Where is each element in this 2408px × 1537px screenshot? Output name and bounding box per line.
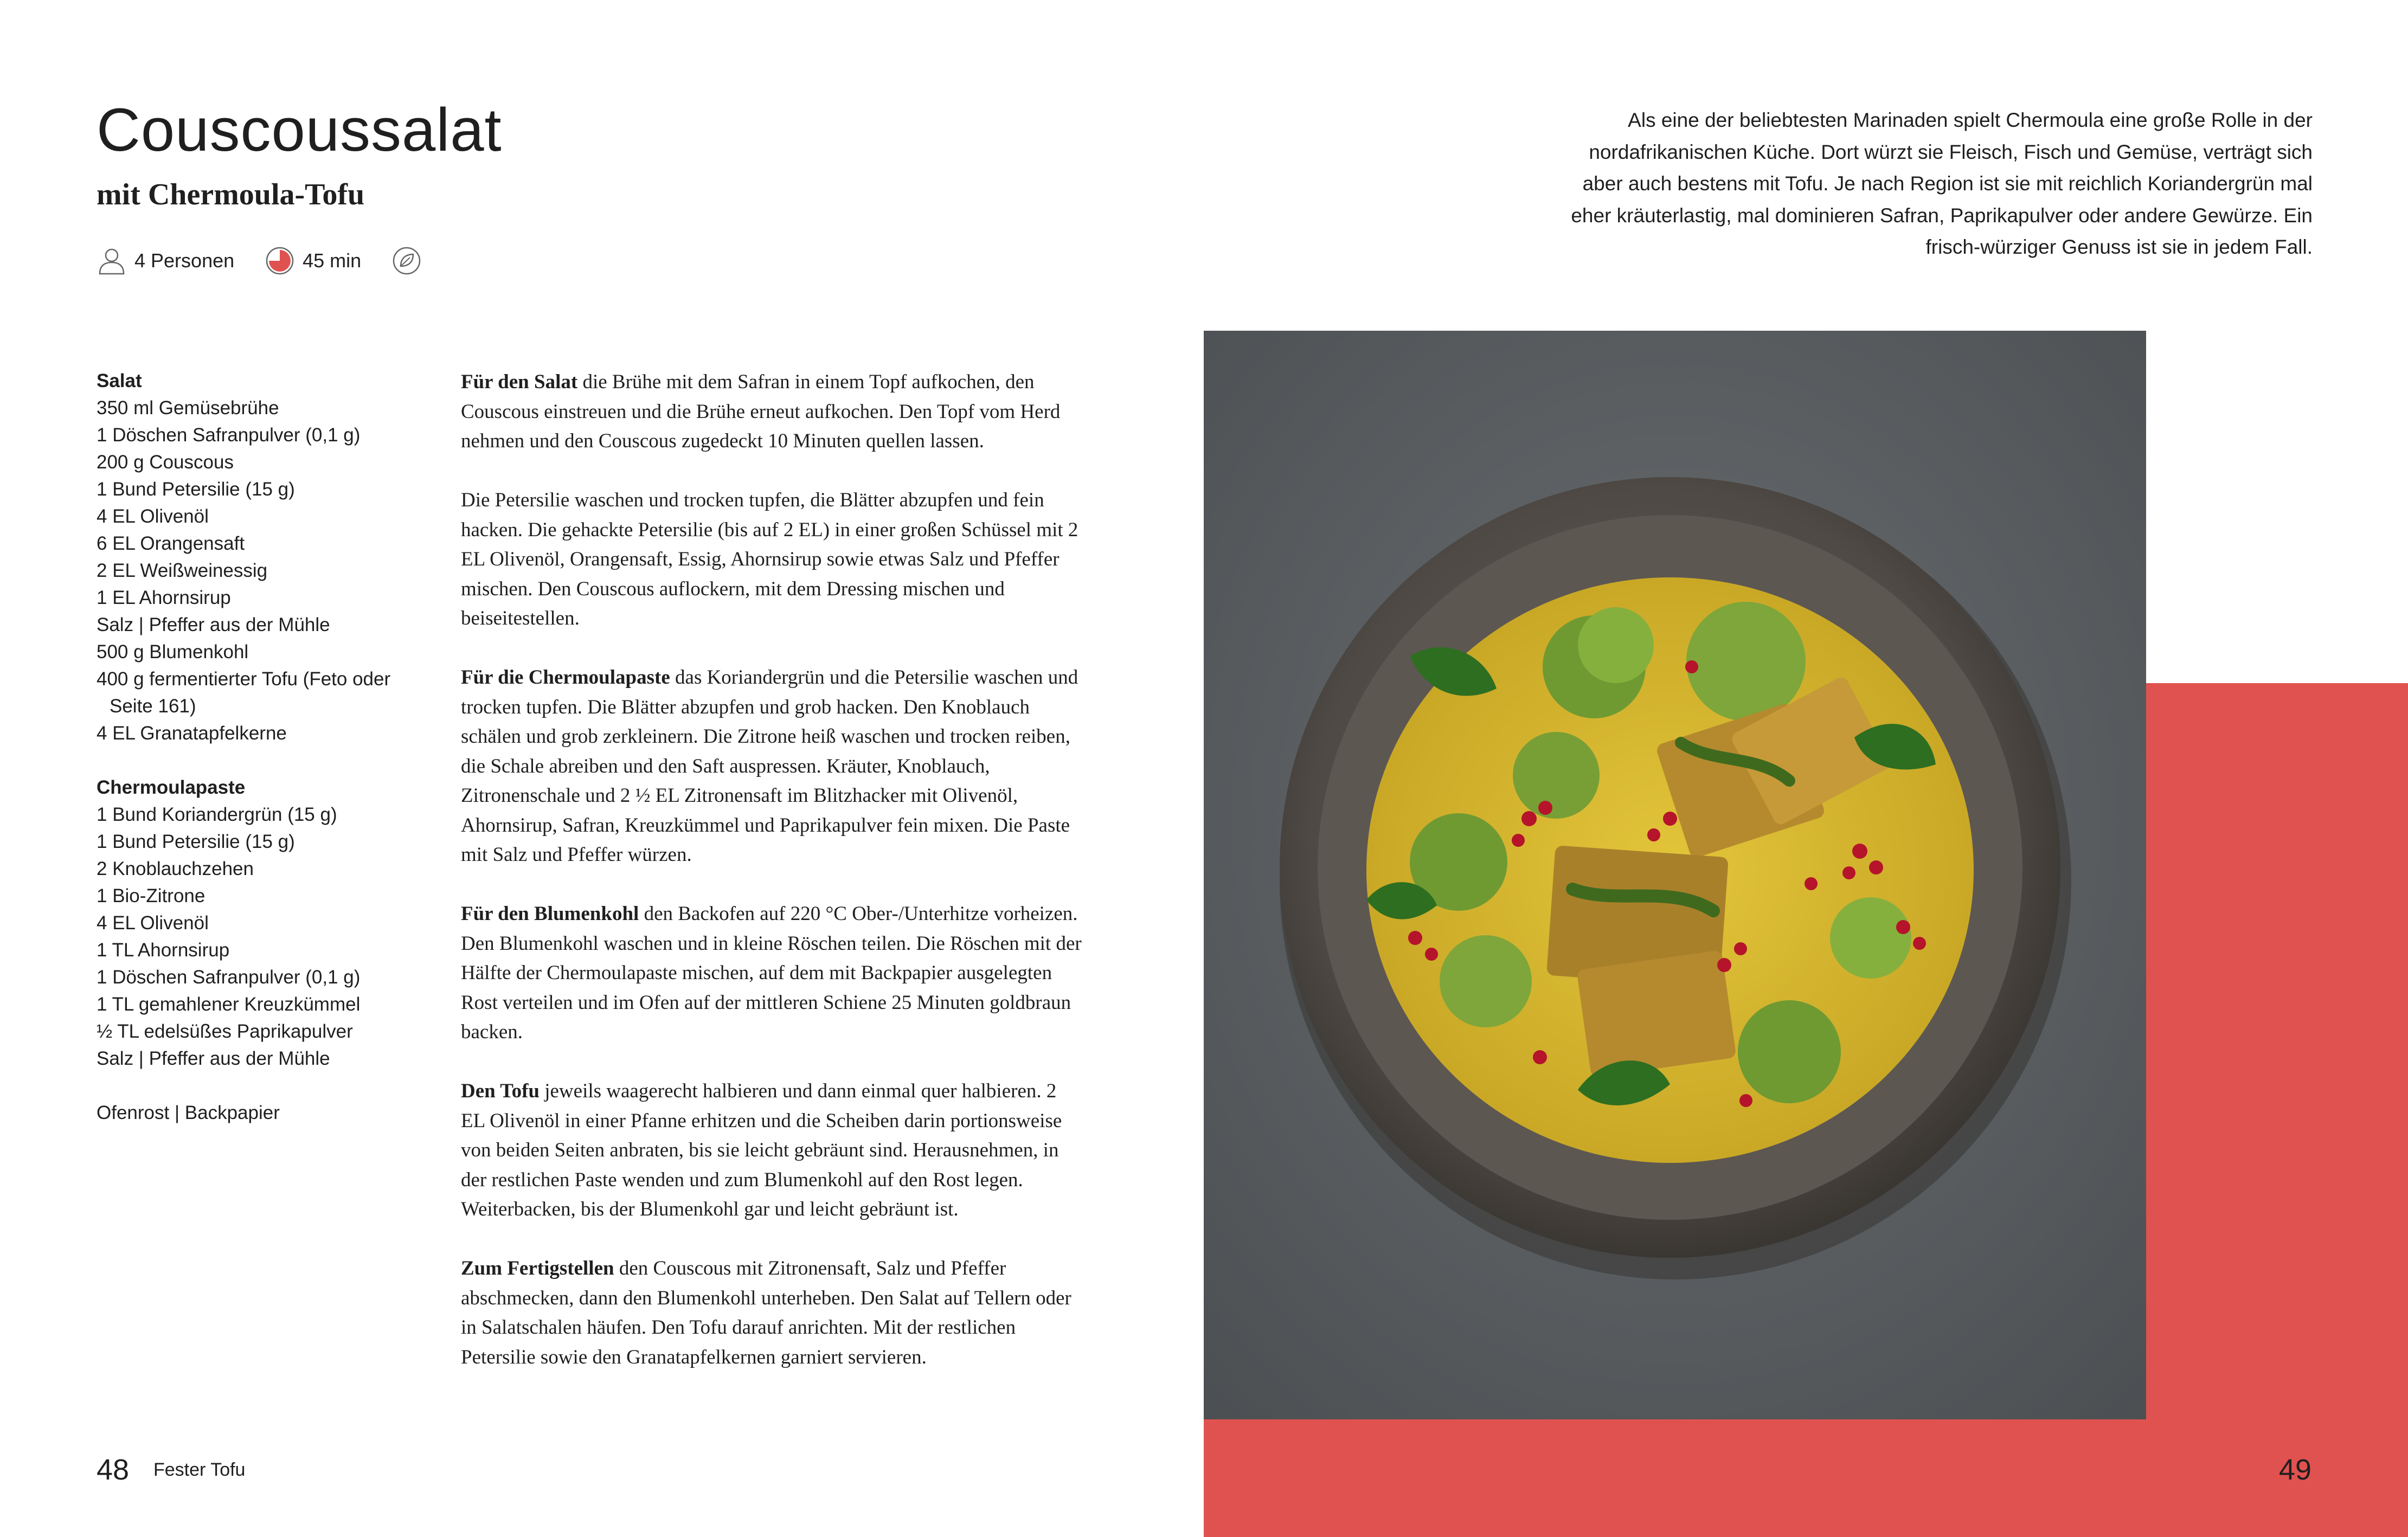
ingredient-item: Seite 161) bbox=[110, 696, 196, 717]
time-text: 45 min bbox=[303, 249, 362, 272]
ingredient-item: 500 g Blumenkohl bbox=[97, 641, 249, 663]
ingredient-item: 350 ml Gemüsebrühe bbox=[97, 397, 279, 419]
ingredient-item: ½ TL edelsüßes Paprikapulver bbox=[97, 1021, 353, 1042]
instruction-step: Für den Salat die Brühe mit dem Safran in einem Topf aufkochen, den Couscous einstreuen und die Brühe erneut aufkochen. Den Topf vom Herd nehmen und den Couscous zugedeckt 10 Minuten quellen lassen. bbox=[461, 371, 1061, 452]
instruction-step: Die Petersilie waschen und trocken tupfen, die Blätter abzupfen und fein hacken. Die gehackte Petersilie (bis auf 2 EL) in einer großen Schüssel mit 2 EL Olivenöl, Orangensaft, Essig, Ahornsirup sowie etwas Salz und Pfeffer mischen. Den Couscous auflockern, mit dem Dressing mischen und beiseitestellen. bbox=[461, 489, 1078, 629]
servings-text: 4 Personen bbox=[134, 249, 235, 272]
ingredient-item: 1 EL Ahornsirup bbox=[97, 587, 231, 608]
ingredient-list bbox=[97, 368, 416, 1127]
ingredient-item: 200 g Couscous bbox=[97, 452, 234, 473]
ingredient-item: 4 EL Olivenöl bbox=[97, 912, 209, 934]
ingredient-item: 1 Bund Koriandergrün (15 g) bbox=[97, 804, 337, 825]
instruction-step: Für den Blumenkohl den Backofen auf 220 °C Ober-/Unterhitze vorheizen. Den Blumenkohl waschen und in kleine Röschen teilen. Die Röschen mit der Hälfte der Chermoulapaste mischen, auf dem mit Backpapier ausgelegten Rost verteilen und im Ofen auf der mittleren Schiene 25 Minuten goldbraun backen. bbox=[461, 903, 1082, 1043]
instruction-step: Für die Chermoulapaste das Koriandergrün und die Petersilie waschen und trocken tupfen. Die Blätter abzupfen und grob hacken. Den Knoblauch schälen und grob zerkleinern. Die Zitrone heiß waschen und trocken reiben, die Schale abreiben und den Saft auspressen. Kräuter, Knoblauch, Zitronenschale und 2 ½ EL Zitronensaft im Blitzhacker mit Olivenöl, Ahornsirup, Safran, Kreuzkümmel und Paprikapulver fein mixen. Die Paste mit Salz und Pfeffer würzen. bbox=[461, 666, 1078, 866]
ingredient-item: 1 TL gemahlener Kreuzkümmel bbox=[97, 994, 361, 1015]
ingredient-item: 6 EL Orangensaft bbox=[97, 533, 245, 554]
equipment-text: Ofenrost | Backpapier bbox=[97, 1102, 280, 1123]
ingredient-item: 4 EL Olivenöl bbox=[97, 506, 209, 527]
page-number-left: 48 bbox=[97, 1454, 130, 1486]
page-number-right: 49 bbox=[2278, 1454, 2311, 1486]
instruction-step: Zum Fertigstellen den Couscous mit Zitronensaft, Salz und Pfeffer abschmecken, dann den Blumenkohl unterheben. Den Salat auf Tellern oder in Salatschalen häufen. Den Tofu darauf anrichten. Mit der restlichen Petersilie sowie den Granatapfelkernen garniert servieren. bbox=[461, 1257, 1071, 1368]
ingredient-item: 2 Knoblauchzehen bbox=[97, 858, 254, 879]
ingredient-item: 1 Döschen Safranpulver (0,1 g) bbox=[97, 967, 361, 988]
ingredient-item: 1 TL Ahornsirup bbox=[97, 940, 230, 961]
dish-photo bbox=[1204, 331, 2146, 1419]
person-icon bbox=[97, 246, 127, 276]
ingredient-item: 1 Bund Petersilie (15 g) bbox=[97, 831, 295, 852]
ingredient-item: Salz | Pfeffer aus der Mühle bbox=[97, 614, 330, 635]
recipe-meta bbox=[97, 242, 429, 280]
ingredient-item: 1 Döschen Safranpulver (0,1 g) bbox=[97, 425, 361, 446]
ingredient-item: 400 g fermentierter Tofu (Feto oder bbox=[97, 668, 391, 690]
ingredient-group-title: Salat bbox=[97, 370, 142, 391]
ingredient-item: 4 EL Granatapfelkerne bbox=[97, 723, 287, 744]
ingredient-group-title: Chermoulapaste bbox=[97, 777, 246, 798]
intro-text: Als eine der beliebtesten Marinaden spielt Chermoula eine große Rolle in der nordafrikanischen Küche. Dort würzt sie Fleisch, Fisch und Gemüse, verträgt sich aber auch bestens mit Tofu. Je nach Region ist sie mit reichlich Koriandergrün mal eher kräuterlastig, mal dominieren Safran, Paprikapulver oder andere Gewürze. Ein frisch-würziger Genuss ist sie in jedem Fall. bbox=[1571, 109, 2313, 258]
ingredient-item: Salz | Pfeffer aus der Mühle bbox=[97, 1048, 330, 1069]
ingredient-item: 1 Bio-Zitrone bbox=[97, 885, 206, 906]
recipe-title: Couscoussalat bbox=[97, 96, 502, 164]
section-name: Fester Tofu bbox=[153, 1459, 246, 1480]
recipe-subtitle: mit Chermoula-Tofu bbox=[97, 178, 365, 211]
clock-icon bbox=[265, 246, 295, 276]
instruction-step: Den Tofu jeweils waagerecht halbieren und dann einmal quer halbieren. 2 EL Olivenöl in einer Pfanne erhitzen und die Scheiben darin portionsweise von beiden Seiten anbraten, bis sie leicht gebräunt sind. Herausnehmen, in der restlichen Paste wenden und zum Blumenkohl auf den Rost legen. Weiterbacken, bis der Blumenkohl gar und leicht gebräunt ist. bbox=[461, 1080, 1062, 1220]
vegan-leaf-icon bbox=[391, 246, 422, 276]
instructions bbox=[461, 368, 1082, 1402]
ingredient-item: 1 Bund Petersilie (15 g) bbox=[97, 479, 295, 500]
ingredient-item: 2 EL Weißweinessig bbox=[97, 560, 268, 581]
